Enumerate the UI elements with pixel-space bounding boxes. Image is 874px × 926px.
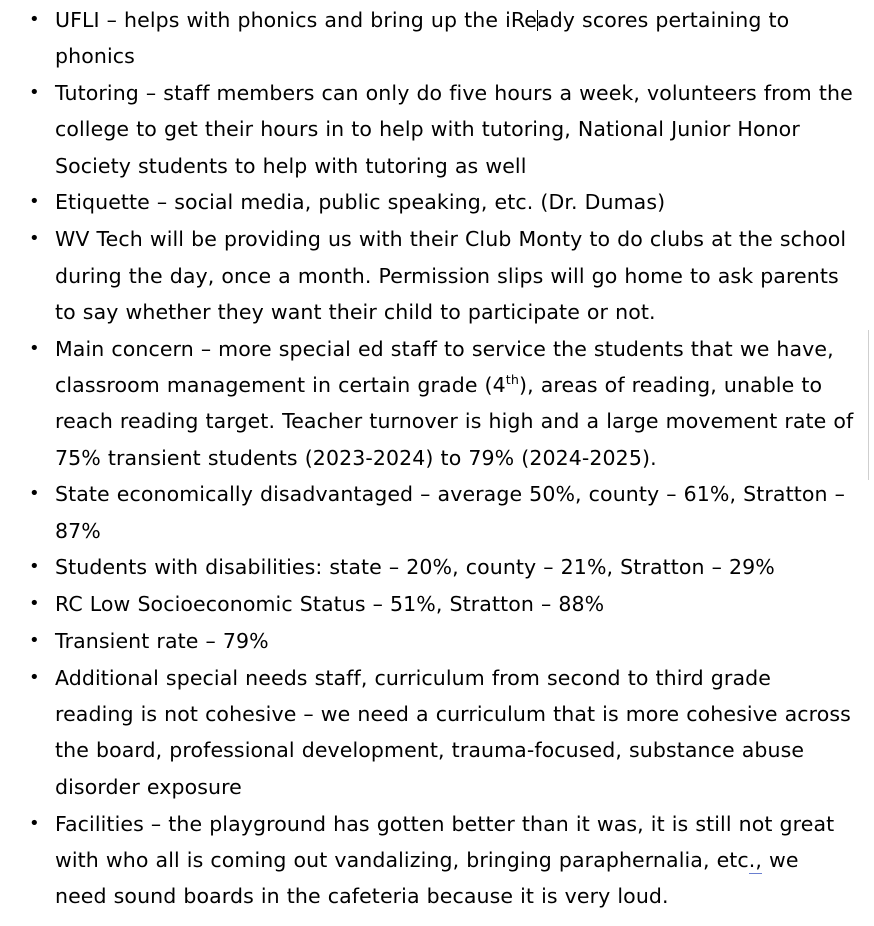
list-item-text: • Tutoring – staff members can only do five hours a week, volunteers from the college to get their hours in to help with tutoring, National Junior Honor Society students to help with tutoring as well <box>55 81 853 178</box>
list-item <box>20 184 856 220</box>
list-item <box>20 623 856 659</box>
list-item-text: • RC Low Socioeconomic Status – 51%, Stratton – 88% <box>55 592 605 617</box>
list-item-text: • Etiquette – social media, public speaking, etc. (Dr. Dumas) <box>55 190 666 215</box>
list-item <box>20 221 856 330</box>
list-item-text: • WV Tech will be providing us with their Club Monty to do clubs at the school during the day, once a month. Permission slips will go home to ask parents to say whether they want their child to participate or not. <box>55 227 847 324</box>
list-item-text: • Students with disabilities: state – 20%, county – 21%, Stratton – 29% <box>55 555 775 580</box>
list-item-text: • Main concern – more special ed staff to service the students that we have, classroom management in certain grade (4th), areas of reading, unable to reach reading target. Teacher turnover is high and a large movement rate of 75% transient students (2023-2024) to 79% (2024-2025). <box>55 336 854 470</box>
list-item <box>20 806 856 915</box>
list-item-text: • UFLI – helps with phonics and bring up the iReady scores pertaining to phonics <box>55 8 790 69</box>
list-item <box>20 75 856 184</box>
superscript-text: th <box>505 372 520 388</box>
list-item <box>20 549 856 585</box>
list-item <box>20 660 856 805</box>
bulleted-list <box>20 2 856 914</box>
margin-rule <box>868 330 869 480</box>
list-item-text: • State economically disadvantaged – average 50%, county – 61%, Stratton – 87% <box>55 482 845 543</box>
list-item-text: • Facilities – the playground has gotten better than it was, it is still not great with who all is coming out vandalizing, bringing paraphernalia, etc., we need sound boards in the cafeteria because it is very loud. <box>55 811 835 909</box>
list-item-text: • Transient rate – 79% <box>55 629 269 654</box>
text-cursor <box>537 10 538 31</box>
list-item <box>20 2 856 75</box>
spellcheck-underlined-text: ., <box>748 847 763 872</box>
list-item <box>20 476 856 549</box>
list-item <box>20 586 856 622</box>
list-item <box>20 331 856 476</box>
list-item-text: • Additional special needs staff, curriculum from second to third grade reading is not cohesive – we need a curriculum that is more cohesive across the board, professional development, trauma-focused, substance abuse disorder exposure <box>55 665 851 799</box>
